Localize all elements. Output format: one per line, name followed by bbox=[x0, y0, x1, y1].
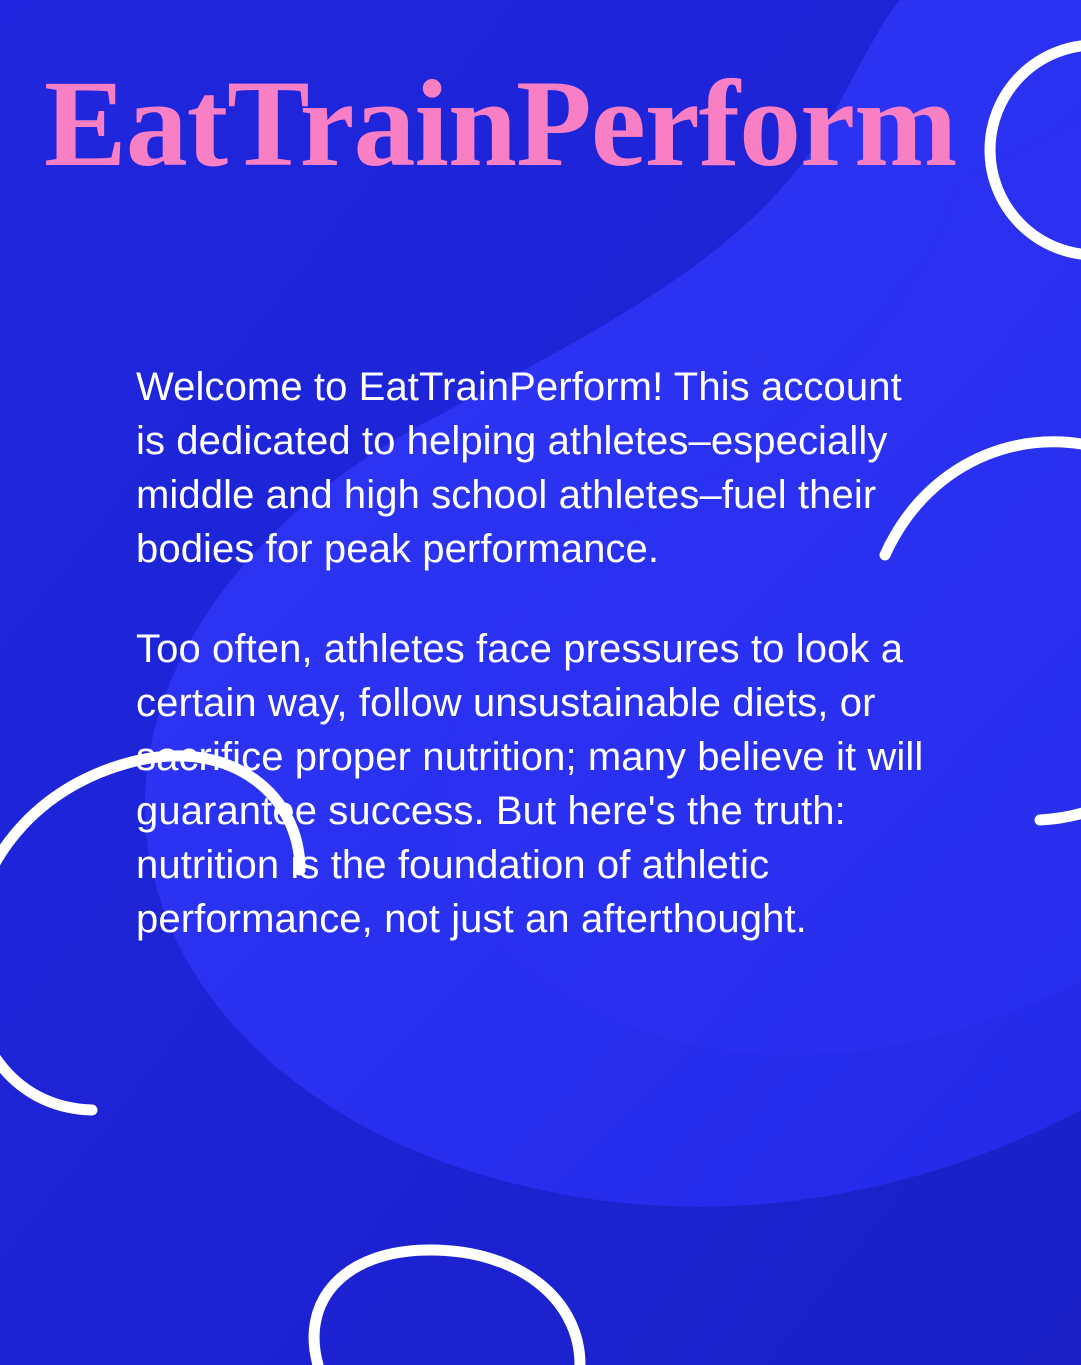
page-title: EatTrainPerform bbox=[44, 55, 957, 192]
body-copy bbox=[136, 360, 926, 946]
paragraph-intro: Welcome to EatTrainPerform! This account is dedicated to helping athletes–especially middle and high school athletes–fuel their bodies for peak performance. bbox=[136, 365, 902, 571]
paragraph-truth: Too often, athletes face pressures to look a certain way, follow unsustainable diets, or sacrifice proper nutrition; many believe it will guarantee success. But here's the truth: nutrition is the foundation of athletic performance, not just an afterthought. bbox=[136, 627, 924, 941]
